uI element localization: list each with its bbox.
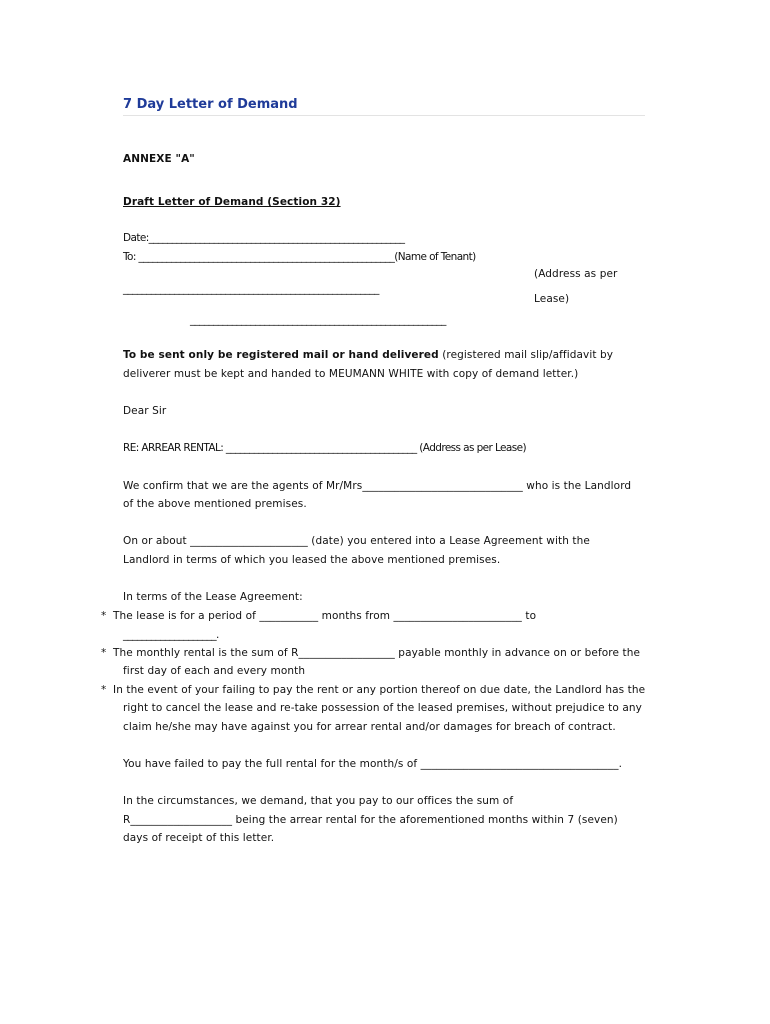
instruction-line-1 <box>123 348 613 362</box>
title-divider <box>123 115 645 116</box>
document-title: 7 Day Letter of Demand <box>123 97 298 112</box>
bullet-marker-2: * <box>101 647 107 659</box>
to-line: To: _______________________________________________________(Name of Tenant) <box>123 251 476 263</box>
bullet1-line-2: ____________________. <box>123 629 219 641</box>
instruction-bold: To be sent only be registered mail or hand delivered <box>123 349 439 361</box>
salutation: Dear Sir <box>123 405 167 417</box>
bullet2-line-1: The monthly rental is the sum of R__________________ payable monthly in advance on or before the <box>113 647 641 659</box>
address-blank-1: _______________________________________________________ <box>123 283 379 295</box>
address-label-2: Lease) <box>534 293 570 305</box>
bullet2-line-2: first day of each and every month <box>123 665 306 677</box>
letter-heading: Draft Letter of Demand (Section 32) <box>123 196 341 208</box>
terms-intro: In terms of the Lease Agreement: <box>123 591 303 603</box>
confirm-line-1: We confirm that we are the agents of Mr/Mrs______________________________ who is the Landlord <box>123 480 632 492</box>
annexe-label: ANNEXE "A" <box>123 153 195 165</box>
onabout-line-2: Landlord in terms of which you leased the above mentioned premises. <box>123 554 501 566</box>
instruction-line-2: deliverer must be kept and handed to MEUMANN WHITE with copy of demand letter.) <box>123 368 579 380</box>
bullet3-line-3: claim he/she may have against you for arrear rental and/or damages for breach of contract. <box>123 721 616 733</box>
date-line: Date:_______________________________________________________ <box>123 232 405 244</box>
instruction-rest: (registered mail slip/affidavit by <box>438 349 614 361</box>
address-label-1: (Address as per <box>534 268 618 280</box>
demand-line-1: In the circumstances, we demand, that you pay to our offices the sum of <box>123 795 514 807</box>
bullet-marker-3: * <box>101 684 107 696</box>
bullet3-line-1: In the event of your failing to pay the rent or any portion thereof on due date, the Landlord has the <box>113 684 646 696</box>
failed-line: You have failed to pay the full rental for the month/s of _____________________________________. <box>123 758 623 770</box>
bullet1-line-1: The lease is for a period of ___________ months from ________________________ to <box>113 610 537 622</box>
re-line: RE: ARREAR RENTAL: _________________________________________ (Address as per Lease) <box>123 442 526 454</box>
confirm-line-2: of the above mentioned premises. <box>123 498 307 510</box>
bullet3-line-2: right to cancel the lease and re-take possession of the leased premises, without prejudice to any <box>123 702 642 714</box>
address-blank-2: _______________________________________________________ <box>190 314 446 326</box>
demand-line-3: days of receipt of this letter. <box>123 832 275 844</box>
onabout-line-1: On or about ______________________ (date) you entered into a Lease Agreement with the <box>123 535 590 547</box>
demand-line-2: R___________________ being the arrear rental for the aforementioned months within 7 (seven) <box>123 814 618 826</box>
bullet-marker-1: * <box>101 610 107 622</box>
